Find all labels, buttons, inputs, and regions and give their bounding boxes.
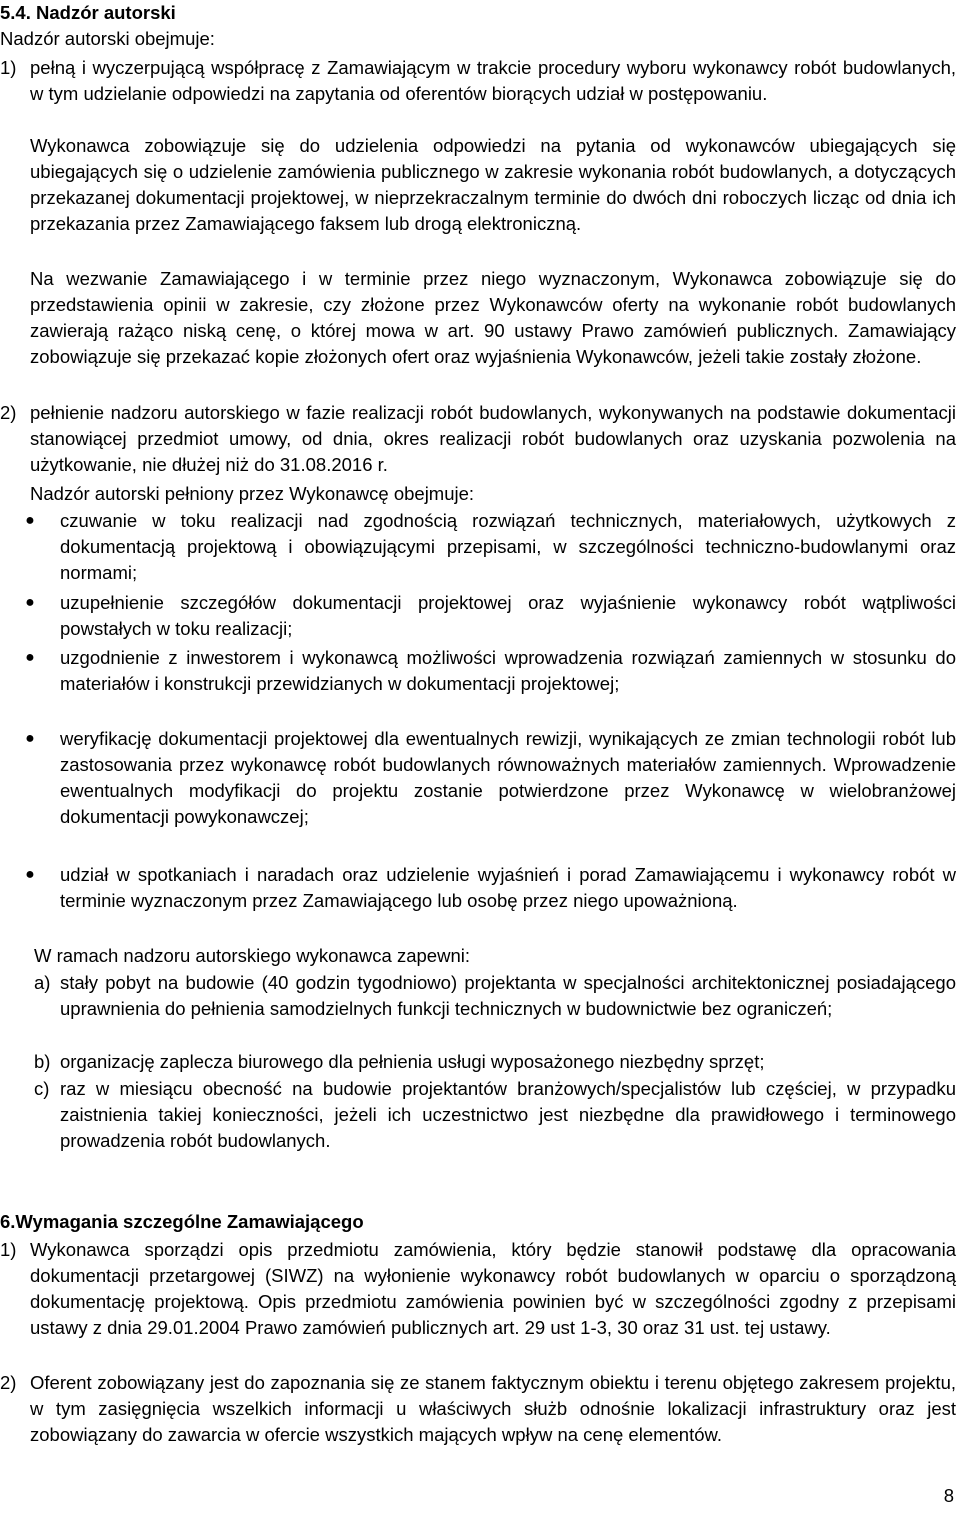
section6-item-2: Oferent zobowiązany jest do zapoznania się ze stanem faktycznym obiektu i terenu objętego zakresem projektu, w tym zasięgnięcia wszelkich informacji u właściwych służb odnośnie lokalizacji infrastruktury oraz jest zobowiązany do zawarcia w ofercie wszystkich mających wpływ na cenę elementów. [30, 1372, 956, 1445]
section-heading-5-4: 5.4. Nadzór autorski [0, 2, 176, 23]
item1-paragraph-3: Na wezwanie Zamawiającego i w terminie przez niego wyznaczonym, Wykonawca zobowiązuje się do przedstawienia opinii w zakresie, czy złożone przez Wykonawców oferty na wykonanie robót budowlanych zawierają rażąco niską cenę, o której mowa w art. 90 ustawy Prawo zamówień publicznych. Zamawiający zobowiązuje się przekazać kopie złożonych ofert oraz wyjaśnienia Wykonawców, jeżeli takie zostały złożone. [30, 268, 956, 367]
letter-label: c) [34, 1078, 50, 1099]
intro-text: Nadzór autorski obejmuje: [0, 28, 215, 49]
section-heading-6: 6.Wymagania szczególne Zamawiającego [0, 1211, 364, 1232]
item1-paragraph-1: pełną i wyczerpującą współpracę z Zamawiającym w trakcie procedury wyboru wykonawcy robót budowlanych, w tym udzielanie odpowiedzi na zapytania od oferentów biorących udział w postępowaniu. [30, 57, 956, 104]
bullet-icon: ● [25, 730, 35, 747]
bullet-item-3: uzgodnienie z inwestorem i wykonawcą możliwości wprowadzenia rozwiązań zamiennych w stosunku do materiałów i konstrukcji przewidzianych w dokumentacji projektowej; [60, 647, 956, 694]
bullet-item-4: weryfikację dokumentacji projektowej dla ewentualnych rewizji, wynikających ze zmian technologii robót lub zastosowania przez wykonawcę robót budowlanych równoważnych materiałów zamiennych. Wprowadzenie ewentualnych modyfikacji do projektu zostanie potwierdzone przez Wykonawcę w wielobranżowej dokumentacji powykonawczej; [60, 728, 956, 827]
letter-label: a) [34, 972, 51, 993]
section6-item-1: Wykonawca sporządzi opis przedmiotu zamówienia, który będzie stanowił podstawę dla opracowania dokumentacji przetargowej (SIWZ) na wyłonienie wykonawcy robót budowlanych w oparciu o sporządzoną dokumentację projektową. Opis przedmiotu zamówienia powinien być w szczególności zgodny z przepisami ustawy z dnia 29.01.2004 Prawo zamówień publicznych art. 29 ust 1-3, 30 oraz 31 ust. tej ustawy. [30, 1239, 956, 1338]
letter-item-c: raz w miesiącu obecność na budowie projektantów branżowych/specjalistów lub częściej, w przypadku zaistnienia takiej konieczności, jeżeli ich uczestnictwo jest niezbędne dla prawidłowego i terminowego prowadzenia robót budowlanych. [60, 1078, 956, 1151]
bullet-item-5: udział w spotkaniach i naradach oraz udzielenie wyjaśnień i porad Zamawiającemu i wykonawcy robót w terminie wyznaczonym przez Zamawiającego lub osobę przez niego upoważnioną. [60, 864, 956, 911]
bullet-item-1: czuwanie w toku realizacji nad zgodnością rozwiązań technicznych, materiałowych, użytkowych z dokumentacją projektową i obowiązującymi przepisami, w szczególności techniczno-budowlanymi oraz normami; [60, 510, 956, 583]
ramach-intro: W ramach nadzoru autorskiego wykonawca zapewni: [34, 945, 470, 966]
bullet-icon: ● [25, 594, 35, 611]
page-number: 8 [943, 1485, 954, 1506]
letter-item-b: organizację zaplecza biurowego dla pełnienia usługi wyposażonego niezbędny sprzęt; [60, 1051, 765, 1072]
item2-paragraph-1: pełnienie nadzoru autorskiego w fazie realizacji robót budowlanych, wykonywanych na podstawie dokumentacji stanowiącej przedmiot umowy, od dnia, okres realizacji robót budowlanych oraz uzyskania pozwolenia na użytkowanie, nie dłużej niż do 31.08.2016 r. [30, 402, 956, 475]
item2-paragraph-2: Nadzór autorski pełniony przez Wykonawcę obejmuje: [30, 483, 475, 504]
letter-item-a: stały pobyt na budowie (40 godzin tygodniowo) projektanta w specjalności architektonicznej posiadającego uprawnienia do pełnienia samodzielnych funkcji technicznych w budownictwie bez ograniczeń; [60, 972, 956, 1019]
item-number: 1) [0, 1239, 17, 1260]
bullet-icon: ● [25, 649, 35, 666]
item1-paragraph-2: Wykonawca zobowiązuje się do udzielenia odpowiedzi na pytania od wykonawców ubiegających się ubiegających się o udzielenie zamówienia publicznego w zakresie wykonania robót budowlanych, a dotyczących przekazanej dokumentacji projektowej, w nieprzekraczalnym terminie do dwóch dni roboczych licząc od dnia ich przekazania przez Zamawiającego faksem lub drogą elektroniczną. [30, 135, 956, 234]
letter-label: b) [34, 1051, 51, 1072]
item-number: 2) [0, 402, 17, 423]
bullet-icon: ● [25, 512, 35, 529]
item-number: 1) [0, 57, 17, 78]
item-number: 2) [0, 1372, 17, 1393]
bullet-icon: ● [25, 866, 35, 883]
bullet-item-2: uzupełnienie szczegółów dokumentacji projektowej oraz wyjaśnienie wykonawcy robót wątpliwości powstałych w toku realizacji; [60, 592, 956, 639]
